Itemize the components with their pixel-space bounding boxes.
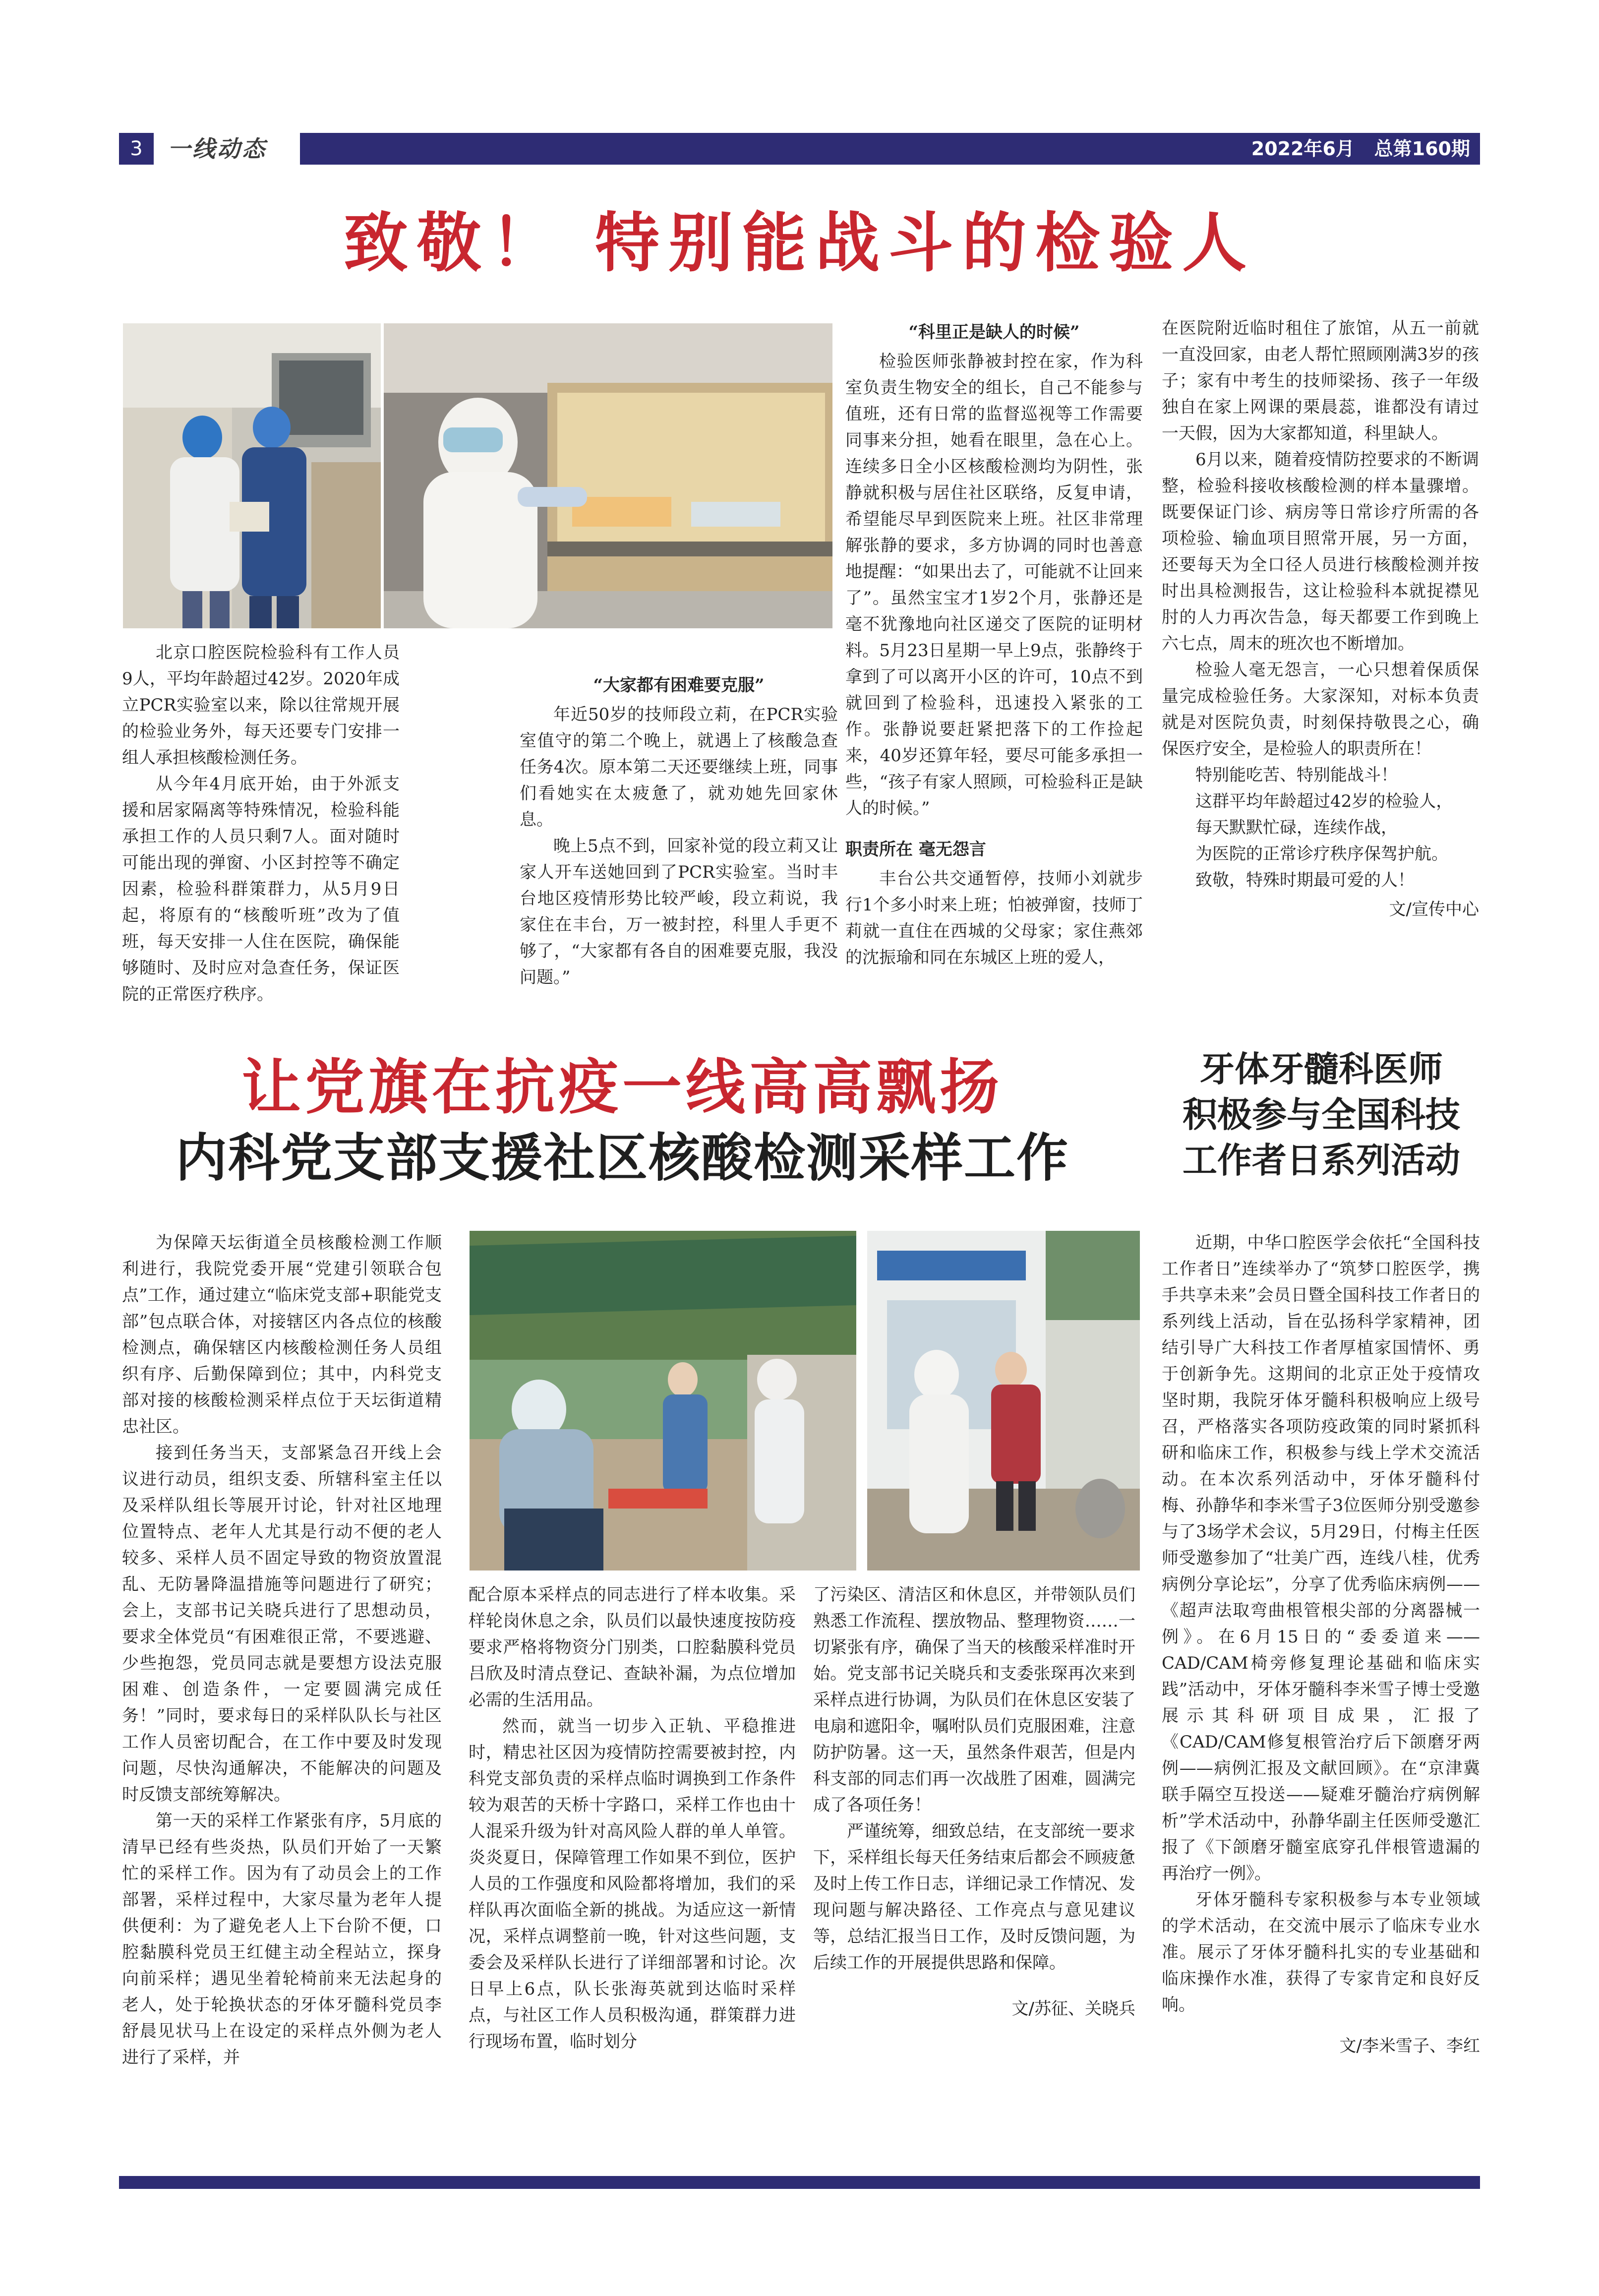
article2-col1 (122, 1230, 442, 2071)
article2-col2 (469, 1582, 796, 2055)
paragraph: 晚上5点不到，回家补觉的段立莉又让家人开车送她回到了PCR实验室。当时丰台地区疫情形势比较严峻，段立莉说，我家住在丰台，万一被封控，科里人手更不够了，“大家都有各自的困难要克服，我没问题。” (520, 836, 838, 987)
article1-col2 (520, 668, 838, 991)
verse-line: 这群平均年龄超过42岁的检验人， (1195, 791, 1453, 811)
photo-biosafety-cabinet (383, 322, 833, 629)
subhead: 职责所在 毫无怨言 (845, 840, 986, 859)
paragraph: 为保障天坛街道全员核酸检测工作顺利进行，我院党委开展“党建引领联合包点”工作，通过建立“临床党支部+职能党支部”包点联合体，对接辖区内各点位的核酸检测点，确保辖区内核酸检测任务人员组织有序、后勤保障到位；其中，内科党支部对接的核酸检测采样点位于天坛街道精忠社区。 (122, 1233, 442, 1437)
article2-col3 (813, 1582, 1135, 2022)
paragraph: 第一天的采样工作紧张有序，5月底的清早已经有些炎热，队员们开始了一天繁忙的采样工作。因为有了动员会上的工作部署，采样过程中，大家尽量为老年人提供便利：为了避免老人上下台阶不便，口腔黏膜科党员王红健主动全程站立，探身向前采样；遇见坐着轮椅前来无法起身的老人，处于轮换状态的牙体牙髓科党员李舒晨见状马上在设定的采样点外侧为老人进行了采样，并 (122, 1811, 442, 2067)
photo-sampling-cabin (866, 1230, 1141, 1571)
byline: 文/李米雪子、李红 (1339, 2036, 1480, 2056)
article3-title-line: 工作者日系列活动 (1183, 1140, 1460, 1181)
article3-title (1160, 1046, 1482, 1183)
article3-body (1162, 1230, 1480, 2059)
paragraph: 检验医师张静被封控在家，作为科室负责生物安全的组长，自己不能参与值班，还有日常的监督巡视等工作需要同事来分担，她看在眼里，急在心上。连续多日全小区核酸检测均为阴性，张静就积极与居住社区联络，反复申请，希望能尽早到医院来上班。社区非常理解张静的要求，多方协调的同时也善意地提醒：“如果出去了，可能就不让回来了”。虽然宝宝才1岁2个月，张静还是毫不犹豫地向社区递交了医院的证明材料。5月23日星期一早上9点，张静终于拿到了可以离开小区的许可，10点不到就回到了检验科，迅速投入紧张的工作。张静说要赶紧把落下的工作捡起来，40岁还算年轻，要尽可能多承担一些，“孩子有家人照顾，可检验科正是缺人的时候。” (845, 352, 1143, 818)
article1-title: 致敬！ 特别能战斗的检验人 (343, 205, 1256, 281)
section-label: 一线动态 (168, 135, 267, 162)
header-issue: 总第160期 (1374, 138, 1470, 160)
footer-bar (119, 2176, 1480, 2189)
photo-sampling-site (469, 1230, 857, 1571)
page-header (119, 133, 1480, 165)
paragraph: 严谨统筹，细致总结，在支部统一要求下，采样组长每天任务结束后都会不顾疲惫及时上传工作日志，详细记录工作情况、发现问题与解决路径、工作亮点与意见建议等，总结汇报当日工作，及时反馈问题，为后续工作的开展提供思路和保障。 (813, 1821, 1135, 1973)
article1-col1 (122, 640, 400, 1008)
article3-title-line: 牙体牙髓科医师 (1200, 1048, 1443, 1089)
byline: 文/宣传中心 (1389, 900, 1479, 919)
paragraph: 北京口腔医院检验科有工作人员9人，平均年龄超过42岁。2020年成立PCR实验室以来，除以往常规开展的检验业务外，每天还要专门安排一组人承担核酸检测任务。 (122, 643, 400, 768)
article2-subtitle: 内科党支部支援社区核酸检测采样工作 (175, 1127, 1069, 1188)
paragraph: 6月以来，随着疫情防控要求的不断调整，检验科接收核酸检测的样本量骤增。既要保证门诊、病房等日常诊疗所需的各项检验、输血项目照常开展，另一方面，还要每天为全口径人员进行核酸检测并按时出具检测报告，这让检验科本就捉襟见肘的人力再次告急，每天都要工作到晚上六七点，周末的班次也不断增加。 (1162, 450, 1479, 654)
paragraph: 了污染区、清洁区和休息区，并带领队员们熟悉工作流程、摆放物品、整理物资……一切紧张有序，确保了当天的核酸采样准时开始。党支部书记关晓兵和支委张琛再次来到采样点进行协调，为队员们在休息区安装了电扇和遮阳伞，嘱咐队员们克服困难，注意防护防暑。这一天，虽然条件艰苦，但是内科支部的同志们再一次战胜了困难，圆满完成了各项任务！ (813, 1585, 1135, 1815)
verse-line: 致敬，特殊时期最可爱的人！ (1195, 870, 1415, 890)
subhead: “大家都有困难要克服” (593, 675, 765, 695)
byline: 文/苏征、关晓兵 (1011, 1999, 1135, 2019)
paragraph: 牙体牙髓科专家积极参与本专业领域的学术活动，在交流中展示了临床专业水准。展示了牙体牙髓科扎实的专业基础和临床操作水准，获得了专家肯定和良好反响。 (1162, 1890, 1480, 2015)
paragraph: 检验人毫无怨言，一心只想着保质保量完成检验任务。大家深知，对标本负责就是对医院负责，时刻保持敬畏之心，确保医疗安全，是检验人的职责所在！ (1162, 660, 1479, 759)
page-number: 3 (119, 133, 154, 165)
paragraph: 然而，就当一切步入正轨、平稳推进时，精忠社区因为疫情防控需要被封控，内科党支部负责的采样点临时调换到工作条件较为艰苦的天桥十字路口，采样工作也由十人混采升级为针对高风险人群的单人单管。炎炎夏日，保障管理工作如果不到位，医护人员的工作强度和风险都将增加，我们的采样队再次面临全新的挑战。为适应这一新情况，采样点调整前一晚，针对这些问题，支委会及采样队长进行了详细部署和讨论。次日早上6点，队长张海英就到达临时采样点，与社区工作人员积极沟通，群策群力进行现场布置，临时划分 (469, 1716, 796, 2052)
article2-title: 让党旗在抗疫一线高高飘扬 (241, 1052, 1003, 1122)
verse-line: 为医院的正常诊疗秩序保驾护航。 (1195, 844, 1448, 864)
article1-col3 (845, 315, 1143, 971)
article1-col4 (1162, 315, 1479, 923)
paragraph: 配合原本采样点的同志进行了样本收集。采样轮岗休息之余，队员们以最快速度按防疫要求严格将物资分门别类，口腔黏膜科党员吕欣及时清点登记、查缺补漏，为点位增加必需的生活用品。 (469, 1585, 796, 1710)
photo-lab-workers (122, 322, 382, 629)
paragraph: 年近50岁的技师段立莉，在PCR实验室值守的第二个晚上，就遇上了核酸急查任务4次。原本第二天还要继续上班，同事们看她实在太疲惫了，就劝她先回家休息。 (520, 705, 838, 830)
paragraph: 接到任务当天，支部紧急召开线上会议进行动员，组织支委、所辖科室主任以及采样队组长等展开讨论，针对社区地理位置特点、老年人尤其是行动不便的老人较多、采样人员不固定导致的物资放置混乱、无防暑降温措施等问题进行了研究；会上，支部书记关晓兵进行了思想动员，要求全体党员“有困难很正常，不要逃避、少些抱怨，党员同志就是要想方设法克服困难、创造条件，一定要圆满完成任务！”同时，要求每日的采样队队长与社区工作人员密切配合，在工作中要及时发现问题，尽快沟通解决，不能解决的问题及时反馈支部统筹解决。 (122, 1443, 442, 1805)
article3-title-line: 积极参与全国科技 (1183, 1094, 1460, 1135)
paragraph: 从今年4月底开始，由于外派支援和居家隔离等特殊情况，检验科能承担工作的人员只剩7人。面对随时可能出现的弹窗、小区封控等不确定因素，检验科群策群力，从5月9日起，将原有的“核酸听班”改为了值班，每天安排一人住在医院，确保能够随时、及时应对急查任务，保证医院的正常医疗秩序。 (122, 774, 400, 1004)
verse-line: 特别能吃苦、特别能战斗！ (1195, 765, 1398, 785)
subhead: “科里正是缺人的时候” (908, 322, 1080, 342)
paragraph: 丰台公共交通暂停，技师小刘就步行1个多小时来上班；怕被弹窗，技师丁莉就一直住在西城的父母家；家住燕郊的沈振瑜和同在东城区上班的爱人， (845, 869, 1143, 967)
verse-line: 每天默默忙碌，连续作战， (1195, 818, 1398, 838)
paragraph: 近期，中华口腔医学会依托“全国科技工作者日”连续举办了“筑梦口腔医学，携手共享未来”会员日暨全国科技工作者日的系列线上活动，旨在弘扬科学家精神，团结引导广大科技工作者厚植家国情怀、勇于创新争先。这期间的北京正处于疫情攻坚时期，我院牙体牙髓科积极响应上级号召，严格落实各项防疫政策的同时紧抓科研和临床工作，积极参与线上学术交流活动。在本次系列活动中，牙体牙髓科付梅、孙静华和李米雪子3位医师分别受邀参与了3场学术会议，5月29日，付梅主任医师受邀参加了“壮美广西，连线八桂，优秀病例分享论坛”，分享了优秀临床病例——《超声法取弯曲根管根尖部的分离器械一例》。在6月15日的“委委道来——CAD/CAM椅旁修复理论基础和临床实践”活动中，牙体牙髓科李米雪子博士受邀展示其科研项目成果，汇报了《CAD/CAM修复根管治疗后下颌磨牙两例——病例汇报及文献回顾》。在“京津冀联手隔空互投送——疑难牙髓治疗病例解析”学术活动中，孙静华副主任医师受邀汇报了《下颌磨牙髓室底穿孔伴根管遗漏的再治疗一例》。 (1162, 1233, 1480, 1883)
paragraph: 在医院附近临时租住了旅馆，从五一前就一直没回家，由老人帮忙照顾刚满3岁的孩子；家有中考生的技师梁扬、孩子一年级独自在家上网课的栗晨蕊，谁都没有请过一天假，因为大家都知道，科里缺人。 (1162, 318, 1479, 443)
header-date: 2022年6月 (1251, 138, 1355, 160)
header-date-issue (1251, 133, 1470, 165)
